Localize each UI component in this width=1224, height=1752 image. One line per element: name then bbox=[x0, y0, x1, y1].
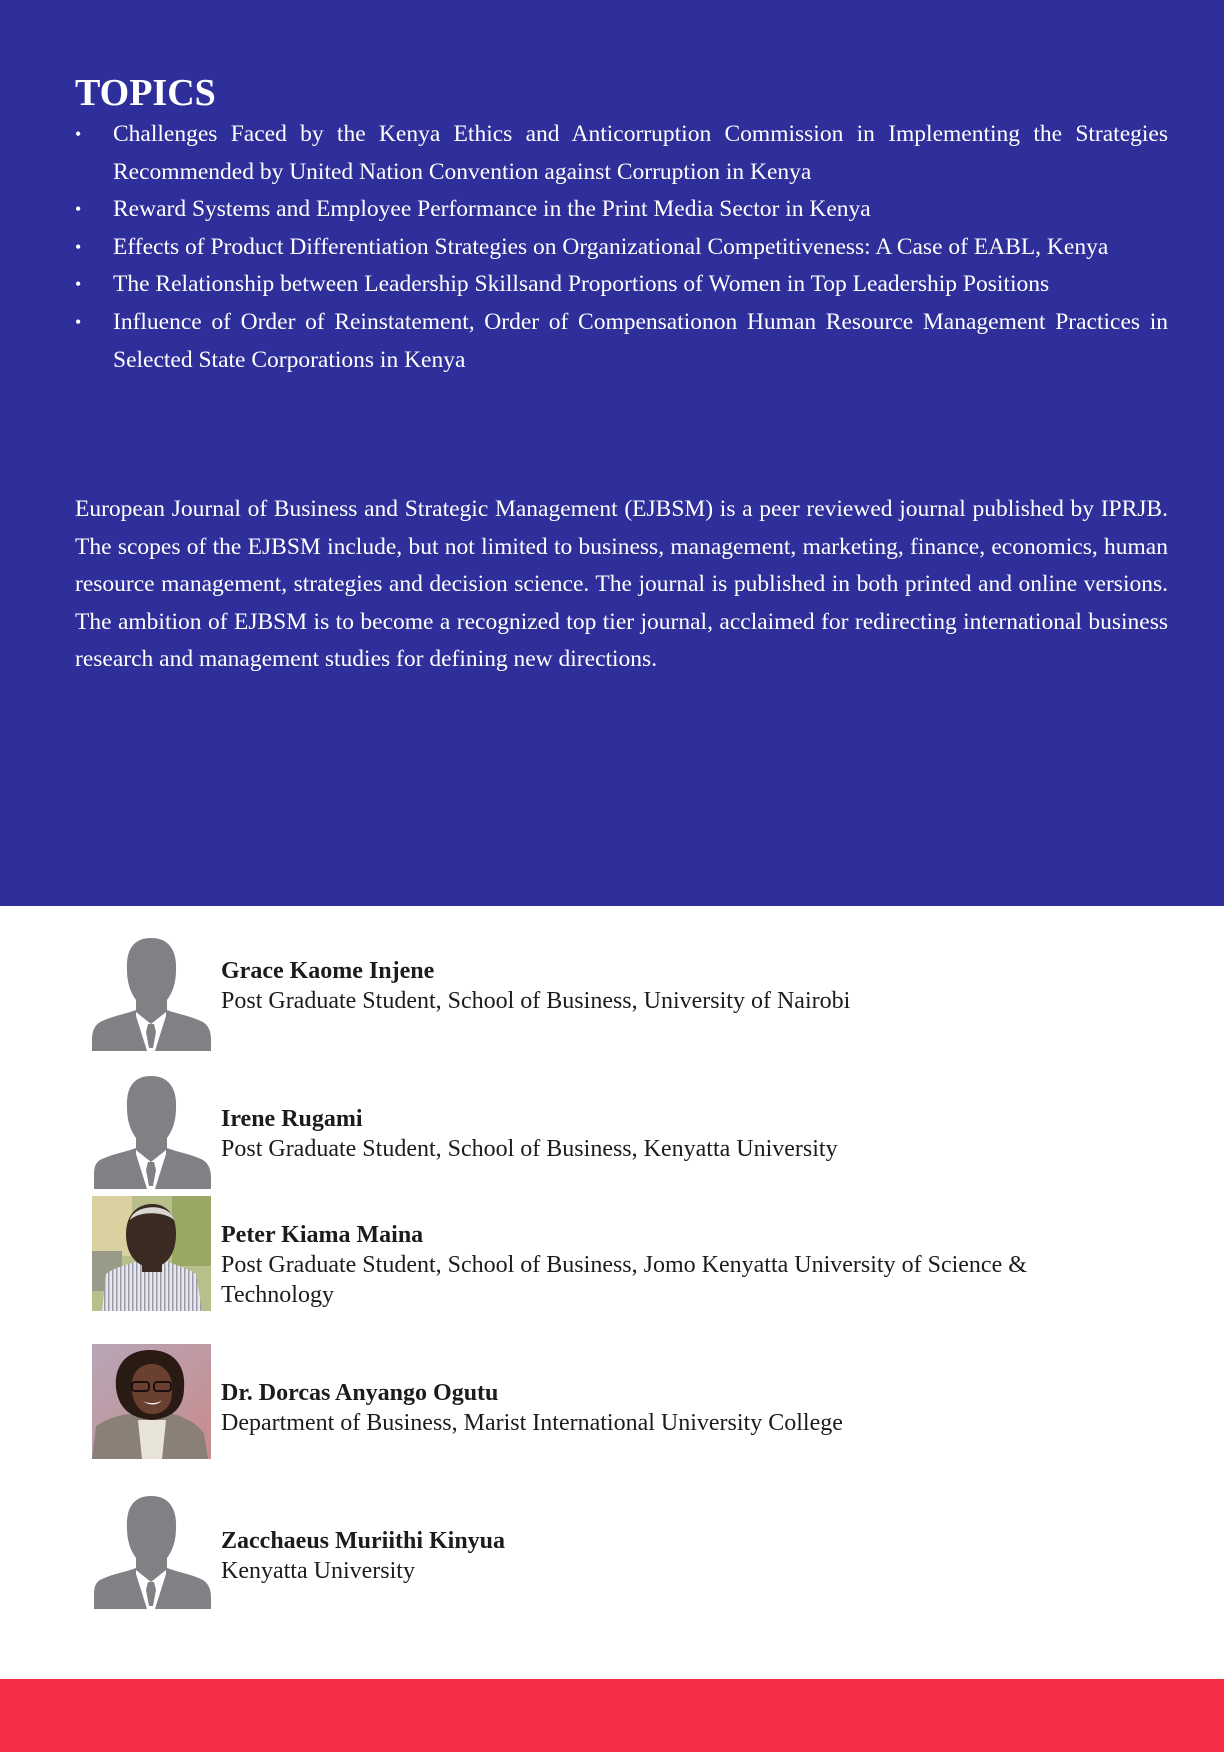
author-card bbox=[92, 1196, 1192, 1316]
topic-text: The Relationship between Leadership Skillsand Proportions of Women in Top Leadership Positions bbox=[113, 271, 1050, 298]
author-affiliation: Post Graduate Student, School of Business, University of Nairobi bbox=[221, 988, 851, 1014]
topic-item bbox=[75, 266, 1168, 304]
author-info bbox=[221, 1526, 1121, 1586]
topic-item bbox=[75, 116, 1168, 191]
silhouette-icon bbox=[92, 936, 211, 1051]
journal-description: European Journal of Business and Strategic Management (EJBSM) is a peer reviewed journal published by IPRJB. The scopes of the EJBSM include, but not limited to business, management, marketing, finance, economics, human resource management, strategies and decision science. The journal is published in both printed and online versions. The ambition of EJBSM is to become a recognized top tier journal, acclaimed for redirecting international business research and management studies for defining new directions. bbox=[75, 496, 1168, 673]
topics-heading: TOPICS bbox=[75, 72, 216, 114]
author-affiliation: Department of Business, Marist International University College bbox=[221, 1410, 843, 1436]
footer-bar bbox=[0, 1679, 1224, 1752]
silhouette-icon bbox=[92, 1494, 211, 1609]
silhouette-icon bbox=[92, 1074, 211, 1189]
author-card bbox=[92, 1344, 1192, 1464]
bullet-icon: • bbox=[75, 199, 82, 220]
bullet-icon: • bbox=[75, 274, 82, 295]
bullet-icon: • bbox=[75, 124, 82, 144]
topic-text: Reward Systems and Employee Performance in the Print Media Sector in Kenya bbox=[113, 196, 871, 223]
author-name: Irene Rugami bbox=[221, 1106, 363, 1132]
topic-text: Effects of Product Differentiation Strategies on Organizational Competitiveness: A Case of EABL, Kenya bbox=[113, 233, 1109, 260]
topic-text: Challenges Faced by the Kenya Ethics and Anticorruption Commission in Implementing the Strategies Recommended by United Nation Convention against Corruption in Kenya bbox=[113, 121, 1168, 185]
bullet-icon: • bbox=[75, 236, 82, 257]
author-card bbox=[92, 1074, 1192, 1194]
author-name: Peter Kiama Maina bbox=[221, 1222, 424, 1248]
author-info bbox=[221, 1378, 1121, 1438]
bullet-icon: • bbox=[75, 311, 82, 332]
author-info bbox=[221, 956, 1121, 1016]
author-photo bbox=[92, 1196, 211, 1311]
author-name: Zacchaeus Muriithi Kinyua bbox=[221, 1528, 506, 1554]
author-card bbox=[92, 1494, 1192, 1614]
topic-item bbox=[75, 191, 1168, 229]
author-card bbox=[92, 936, 1192, 1056]
author-name: Dr. Dorcas Anyango Ogutu bbox=[221, 1380, 499, 1406]
author-affiliation: Kenyatta University bbox=[221, 1558, 415, 1584]
author-info bbox=[221, 1104, 1121, 1164]
author-affiliation: Post Graduate Student, School of Business, Jomo Kenyatta University of Science & Technology bbox=[221, 1252, 1027, 1308]
author-affiliation: Post Graduate Student, School of Business, Kenyatta University bbox=[221, 1136, 838, 1162]
author-photo bbox=[92, 1344, 211, 1459]
topics-list bbox=[75, 116, 1168, 379]
topic-item bbox=[75, 304, 1168, 379]
topic-item bbox=[75, 229, 1168, 267]
topic-text: Influence of Order of Reinstatement, Order of Compensationon Human Resource Management Practices in Selected State Corporations in Kenya bbox=[113, 308, 1168, 373]
author-name: Grace Kaome Injene bbox=[221, 958, 435, 984]
author-info bbox=[221, 1220, 1121, 1310]
